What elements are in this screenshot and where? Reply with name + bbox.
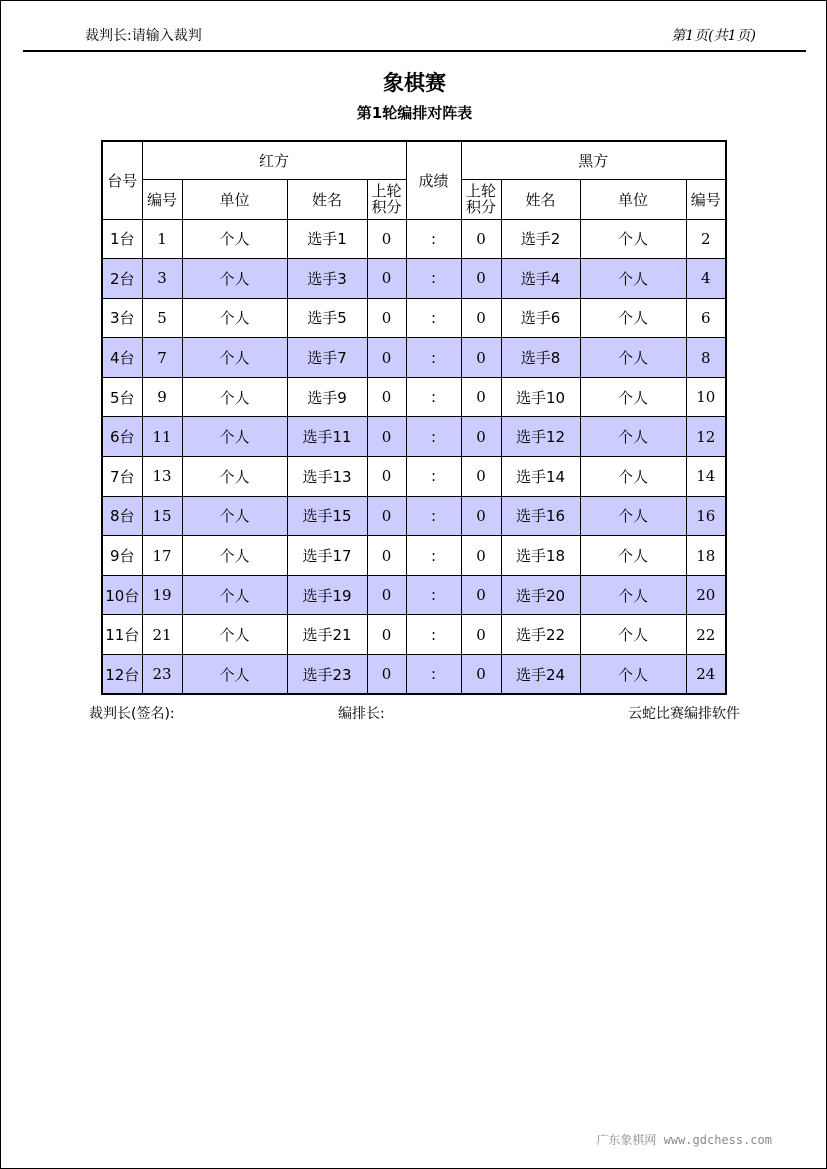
cell-result: : (406, 575, 461, 615)
cell-red-no: 15 (142, 496, 182, 536)
col-red-name: 姓名 (287, 179, 367, 219)
cell-red-no: 21 (142, 615, 182, 655)
table-row (102, 417, 726, 457)
cell-result: : (406, 338, 461, 378)
cell-result: : (406, 457, 461, 497)
black-side-header: 黑方 (461, 141, 726, 179)
cell-red-unit: 个人 (182, 536, 287, 576)
cell-black-unit: 个人 (580, 536, 686, 576)
cell-black-no: 6 (686, 298, 726, 338)
table-row (102, 259, 726, 299)
cell-black-name: 选手20 (501, 575, 580, 615)
cell-black-no: 22 (686, 615, 726, 655)
col-black-name: 姓名 (501, 179, 580, 219)
table-row (102, 575, 726, 615)
cell-table-no: 2台 (102, 259, 142, 299)
cell-black-unit: 个人 (580, 615, 686, 655)
table-row (102, 655, 726, 695)
cell-red-prev-score: 0 (367, 298, 406, 338)
cell-red-prev-score: 0 (367, 417, 406, 457)
cell-result: : (406, 496, 461, 536)
header-page-number: 第1页(共1页) (671, 28, 756, 44)
table-row (102, 536, 726, 576)
cell-black-unit: 个人 (580, 259, 686, 299)
cell-black-no: 20 (686, 575, 726, 615)
cell-table-no: 8台 (102, 496, 142, 536)
cell-black-prev-score: 0 (461, 536, 501, 576)
cell-red-no: 17 (142, 536, 182, 576)
cell-red-prev-score: 0 (367, 536, 406, 576)
cell-black-unit: 个人 (580, 457, 686, 497)
col-black-unit: 单位 (580, 179, 686, 219)
cell-red-name: 选手17 (287, 536, 367, 576)
cell-red-unit: 个人 (182, 338, 287, 378)
cell-red-prev-score: 0 (367, 457, 406, 497)
cell-black-no: 12 (686, 417, 726, 457)
cell-red-name: 选手19 (287, 575, 367, 615)
table-row (102, 338, 726, 378)
cell-black-unit: 个人 (580, 417, 686, 457)
cell-result: : (406, 417, 461, 457)
cell-black-no: 18 (686, 536, 726, 576)
cell-black-prev-score: 0 (461, 417, 501, 457)
cell-black-name: 选手18 (501, 536, 580, 576)
header-referee: 裁判长:请输入裁判 (85, 28, 202, 44)
cell-red-prev-score: 0 (367, 338, 406, 378)
cell-red-unit: 个人 (182, 298, 287, 338)
footer-arranger: 编排长: (338, 706, 385, 722)
cell-red-prev-score: 0 (367, 496, 406, 536)
cell-black-unit: 个人 (580, 377, 686, 417)
cell-black-prev-score: 0 (461, 298, 501, 338)
cell-table-no: 9台 (102, 536, 142, 576)
cell-red-prev-score: 0 (367, 259, 406, 299)
cell-red-name: 选手11 (287, 417, 367, 457)
cell-red-unit: 个人 (182, 655, 287, 695)
col-red-prev-score: 上轮积分 (367, 179, 406, 219)
cell-black-no: 4 (686, 259, 726, 299)
cell-black-name: 选手6 (501, 298, 580, 338)
cell-result: : (406, 377, 461, 417)
cell-result: : (406, 219, 461, 259)
cell-table-no: 11台 (102, 615, 142, 655)
cell-black-no: 14 (686, 457, 726, 497)
site-watermark: 广东象棋网 www.gdchess.com (596, 1133, 772, 1147)
cell-black-name: 选手2 (501, 219, 580, 259)
cell-black-no: 10 (686, 377, 726, 417)
table-row (102, 496, 726, 536)
cell-result: : (406, 298, 461, 338)
cell-black-name: 选手4 (501, 259, 580, 299)
cell-black-no: 8 (686, 338, 726, 378)
cell-red-name: 选手15 (287, 496, 367, 536)
cell-black-name: 选手14 (501, 457, 580, 497)
cell-black-name: 选手8 (501, 338, 580, 378)
cell-result: : (406, 536, 461, 576)
cell-table-no: 3台 (102, 298, 142, 338)
col-red-no: 编号 (142, 179, 182, 219)
cell-red-unit: 个人 (182, 496, 287, 536)
cell-black-prev-score: 0 (461, 259, 501, 299)
table-row (102, 615, 726, 655)
cell-red-name: 选手21 (287, 615, 367, 655)
cell-black-unit: 个人 (580, 219, 686, 259)
cell-black-name: 选手12 (501, 417, 580, 457)
cell-red-name: 选手5 (287, 298, 367, 338)
cell-table-no: 5台 (102, 377, 142, 417)
cell-red-prev-score: 0 (367, 575, 406, 615)
cell-result: : (406, 259, 461, 299)
cell-table-no: 10台 (102, 575, 142, 615)
pairings-table (101, 140, 727, 695)
col-table-no: 台号 (102, 141, 142, 219)
cell-red-unit: 个人 (182, 615, 287, 655)
cell-black-unit: 个人 (580, 338, 686, 378)
cell-black-prev-score: 0 (461, 377, 501, 417)
table-row (102, 377, 726, 417)
cell-black-unit: 个人 (580, 655, 686, 695)
red-side-header: 红方 (142, 141, 406, 179)
cell-red-unit: 个人 (182, 457, 287, 497)
cell-red-prev-score: 0 (367, 655, 406, 695)
cell-red-no: 9 (142, 377, 182, 417)
cell-black-name: 选手24 (501, 655, 580, 695)
cell-black-unit: 个人 (580, 496, 686, 536)
cell-black-no: 24 (686, 655, 726, 695)
table-header-row (102, 141, 726, 179)
cell-black-name: 选手22 (501, 615, 580, 655)
cell-red-name: 选手13 (287, 457, 367, 497)
col-red-unit: 单位 (182, 179, 287, 219)
cell-black-no: 16 (686, 496, 726, 536)
cell-red-unit: 个人 (182, 259, 287, 299)
cell-black-name: 选手10 (501, 377, 580, 417)
cell-red-name: 选手9 (287, 377, 367, 417)
cell-red-no: 11 (142, 417, 182, 457)
footer-chief-referee: 裁判长(签名): (89, 706, 175, 722)
header-rule (23, 50, 806, 52)
cell-red-name: 选手3 (287, 259, 367, 299)
cell-red-no: 7 (142, 338, 182, 378)
cell-red-name: 选手1 (287, 219, 367, 259)
cell-table-no: 12台 (102, 655, 142, 695)
cell-table-no: 6台 (102, 417, 142, 457)
cell-red-name: 选手23 (287, 655, 367, 695)
cell-red-no: 13 (142, 457, 182, 497)
cell-red-name: 选手7 (287, 338, 367, 378)
cell-red-unit: 个人 (182, 219, 287, 259)
cell-black-prev-score: 0 (461, 338, 501, 378)
cell-red-no: 5 (142, 298, 182, 338)
cell-result: : (406, 615, 461, 655)
cell-black-prev-score: 0 (461, 496, 501, 536)
cell-black-prev-score: 0 (461, 655, 501, 695)
col-black-no: 编号 (686, 179, 726, 219)
cell-table-no: 4台 (102, 338, 142, 378)
cell-red-prev-score: 0 (367, 377, 406, 417)
table-row (102, 219, 726, 259)
cell-result: : (406, 655, 461, 695)
cell-black-unit: 个人 (580, 575, 686, 615)
cell-black-unit: 个人 (580, 298, 686, 338)
cell-red-no: 1 (142, 219, 182, 259)
col-result: 成绩 (406, 141, 461, 219)
cell-red-prev-score: 0 (367, 219, 406, 259)
cell-black-no: 2 (686, 219, 726, 259)
table-row (102, 298, 726, 338)
table-row (102, 457, 726, 497)
cell-black-name: 选手16 (501, 496, 580, 536)
footer-software: 云蛇比赛编排软件 (628, 706, 740, 722)
cell-red-unit: 个人 (182, 575, 287, 615)
cell-red-no: 23 (142, 655, 182, 695)
pairings-body (102, 219, 726, 694)
cell-table-no: 7台 (102, 457, 142, 497)
col-black-prev-score: 上轮积分 (461, 179, 501, 219)
cell-red-prev-score: 0 (367, 615, 406, 655)
cell-black-prev-score: 0 (461, 219, 501, 259)
cell-red-no: 19 (142, 575, 182, 615)
cell-black-prev-score: 0 (461, 615, 501, 655)
cell-red-unit: 个人 (182, 417, 287, 457)
cell-table-no: 1台 (102, 219, 142, 259)
cell-black-prev-score: 0 (461, 457, 501, 497)
page-title: 象棋赛 (383, 71, 446, 95)
cell-red-unit: 个人 (182, 377, 287, 417)
cell-black-prev-score: 0 (461, 575, 501, 615)
cell-red-no: 3 (142, 259, 182, 299)
page-subtitle: 第1轮编排对阵表 (356, 104, 473, 122)
